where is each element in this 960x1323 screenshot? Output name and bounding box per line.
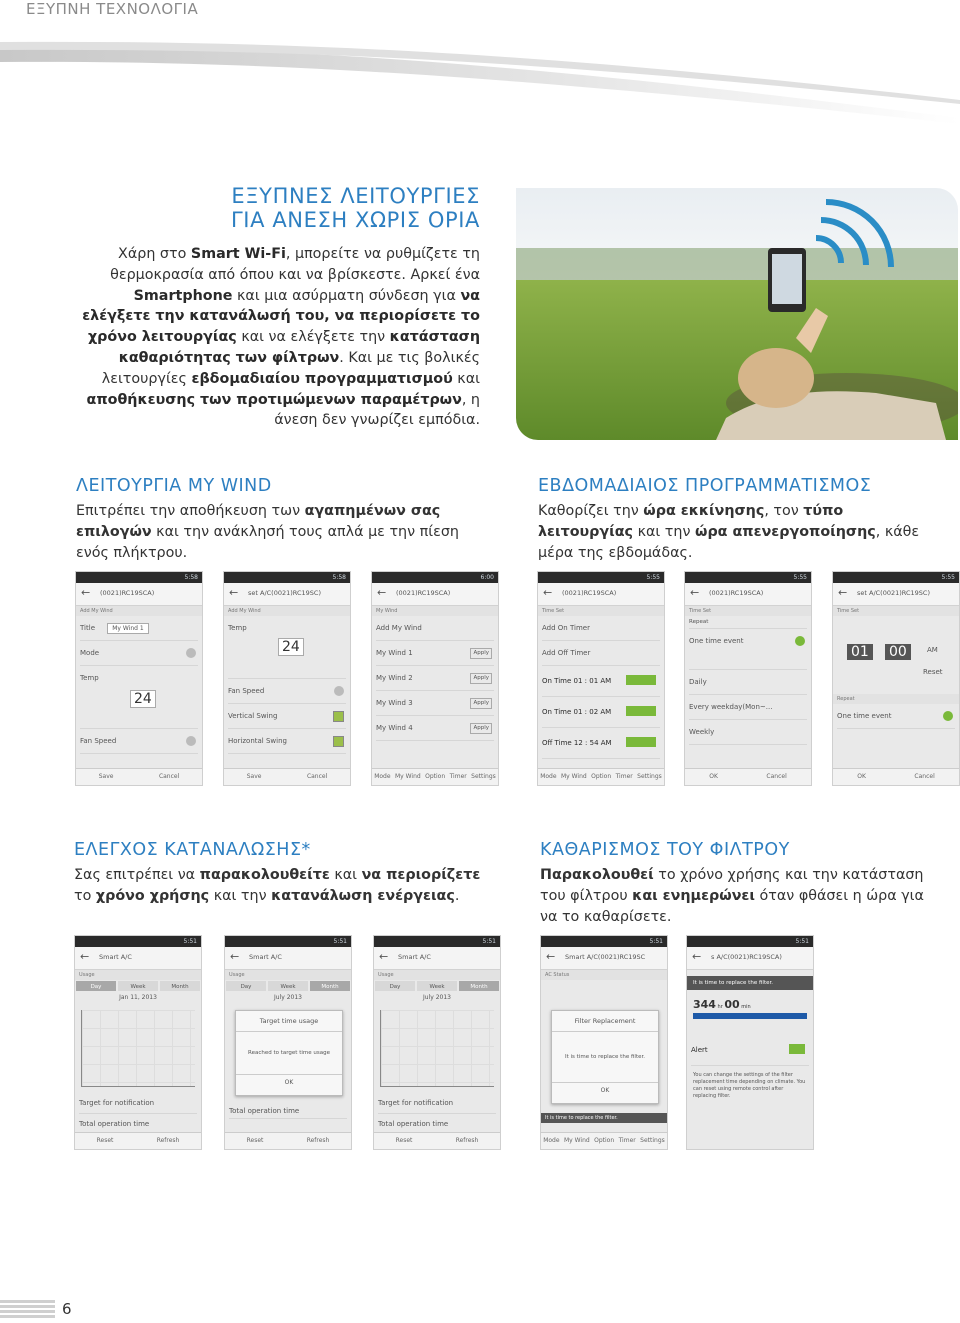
row-label: Vertical Swing <box>228 712 278 720</box>
weekly-text: Καθορίζει την <box>538 503 644 519</box>
status-bar: 6:00 <box>372 572 498 583</box>
screen-time-set <box>832 571 960 786</box>
screen-filter-dialog <box>540 935 668 1150</box>
apply-button[interactable]: Apply <box>470 673 492 684</box>
dialog-message: Reached to target time usage <box>248 1050 330 1056</box>
checkbox[interactable] <box>333 736 344 747</box>
app-header <box>687 947 813 970</box>
back-arrow-icon[interactable]: ← <box>230 950 240 963</box>
repeat-option[interactable] <box>837 704 955 729</box>
screen-mywind-add <box>75 571 203 786</box>
dialog-message: It is time to replace the filter. <box>565 1054 645 1060</box>
back-arrow-icon[interactable]: ← <box>379 950 389 963</box>
screen-subtitle: Usage <box>225 970 351 980</box>
intro-bold: αποθήκευσης των προτιμώμενων παραμέτρων <box>86 391 462 408</box>
list-item[interactable] <box>376 666 494 691</box>
setting-row[interactable] <box>228 704 346 729</box>
status-bar: 5:51 <box>75 936 201 947</box>
usage-row <box>229 1104 347 1119</box>
repeat-option[interactable] <box>689 695 807 720</box>
app-header <box>225 947 351 970</box>
filter-warning-banner: It is time to replace the filter. <box>687 976 813 990</box>
app-header <box>75 947 201 970</box>
filter-warning-banner: It is time to replace the filter. <box>541 1113 668 1123</box>
tab-my-wind[interactable]: My Wind <box>563 1137 590 1144</box>
hours-unit: hr <box>715 1004 725 1010</box>
mywind-text: Επιτρέπει την αποθήκευση των <box>76 503 305 519</box>
weekly-bold: ώρα εκκίνησης <box>643 503 765 519</box>
list-item[interactable] <box>376 641 494 666</box>
radio-selected[interactable] <box>943 711 953 721</box>
weekly-text: , τον <box>764 503 804 519</box>
status-bar: 5:55 <box>833 572 959 583</box>
weekly-section-body <box>538 501 938 564</box>
consumption-section-title: ΕΛΕΓΧΟΣ ΚΑΤΑΝΑΛΩΣΗΣ* <box>74 840 311 860</box>
row-label: Total operation time <box>79 1120 150 1128</box>
back-arrow-icon[interactable]: ← <box>692 950 702 963</box>
button-bar <box>224 768 350 785</box>
toggle-switch[interactable] <box>626 737 656 747</box>
status-bar: 5:51 <box>225 936 351 947</box>
screen-usage-target-dialog <box>224 935 352 1150</box>
intro-text: , μπορείτε να ρυθμίζετε τη θερμοκρασία από όπου και να βρίσκεστε. Αρκεί ένα <box>110 246 480 283</box>
setting-row[interactable] <box>80 729 198 754</box>
chevron-right-icon[interactable] <box>186 648 196 658</box>
radio-selected[interactable] <box>795 636 805 646</box>
tab-option[interactable]: Option <box>591 773 612 780</box>
list-item[interactable] <box>542 641 660 666</box>
screen-subtitle: Usage <box>374 970 500 980</box>
screen-title: set A/C(0021)RC19SC) <box>248 589 321 597</box>
tab-timer[interactable]: Timer <box>615 773 633 780</box>
tab-month[interactable]: Month <box>310 981 350 991</box>
repeat-option[interactable] <box>689 670 807 695</box>
screen-title: Smart A/C(0021)RC19SC <box>565 953 646 961</box>
mywind-section-title: ΛΕΙΤΟΥΡΓΙΑ MY WIND <box>76 476 272 496</box>
setting-row[interactable] <box>228 729 346 754</box>
intro-text: . Και με τις βολικές λειτουργίες <box>101 349 480 387</box>
consumption-text: Σας επιτρέπει να <box>74 867 200 883</box>
toggle-switch[interactable] <box>626 675 656 685</box>
setting-row[interactable] <box>80 616 198 641</box>
row-label: Mode <box>80 649 100 657</box>
dialog-title: Target time usage <box>236 1011 342 1032</box>
filter-text: όταν φθάσει η ώρα για να το καθαρίσετε. <box>540 888 924 925</box>
intro-text: Χάρη στο <box>118 246 191 262</box>
status-bar: 5:55 <box>685 572 811 583</box>
back-arrow-icon[interactable]: ← <box>229 586 239 599</box>
section-label: Repeat <box>689 616 807 629</box>
screen-subtitle: Add My Wind <box>76 606 202 616</box>
consumption-text: και την <box>209 888 272 904</box>
row-label: Weekly <box>689 728 715 736</box>
period-tabs <box>374 980 500 992</box>
section-label: Repeat <box>833 694 959 704</box>
toggle-switch[interactable] <box>789 1044 805 1054</box>
timer-entry[interactable] <box>542 728 660 759</box>
tab-mode[interactable]: Mode <box>374 773 391 780</box>
screen-title: Smart A/C <box>398 953 431 961</box>
period-tabs <box>75 980 201 992</box>
app-header <box>541 947 667 970</box>
row-label: My Wind 3 <box>376 699 413 707</box>
row-label: Total operation time <box>378 1120 449 1128</box>
tab-month[interactable]: Month <box>160 981 200 991</box>
screen-subtitle: Time Set <box>538 606 664 616</box>
tab-settings[interactable]: Settings <box>640 1137 665 1144</box>
filter-section-body <box>540 865 930 928</box>
tab-day[interactable]: Day <box>76 981 116 991</box>
consumption-bold: να περιορίζετε <box>361 867 481 883</box>
row-label: One time event <box>837 712 892 720</box>
intro-text: και μια ασύρματη σύνδεση για <box>232 287 461 304</box>
time-picker[interactable] <box>833 616 959 694</box>
save-button[interactable]: Save <box>246 773 262 780</box>
screen-repeat-options <box>684 571 812 786</box>
temperature-value: 24 <box>278 638 304 656</box>
consumption-text: το <box>74 888 96 904</box>
row-label: Add On Timer <box>542 624 590 632</box>
button-bar <box>374 1132 500 1149</box>
back-arrow-icon[interactable]: ← <box>543 586 553 599</box>
row-label: My Wind 4 <box>376 724 413 732</box>
filter-minutes: 00 <box>724 998 740 1011</box>
intro-bold: να ελέγξετε την κατανάλωσή του, να περιορίσετε το χρόνο λειτουργίας <box>82 287 480 346</box>
app-header <box>224 583 350 606</box>
row-label: Total operation time <box>229 1107 300 1115</box>
timer-label: On Time 01 : 02 AM <box>542 708 612 716</box>
row-label: Fan Speed <box>228 687 265 695</box>
status-bar: 5:51 <box>541 936 667 947</box>
tab-my-wind[interactable]: My Wind <box>560 773 587 780</box>
consumption-text: . <box>454 888 460 904</box>
alert-setting-row[interactable] <box>691 1035 809 1066</box>
tab-settings[interactable]: Settings <box>471 773 496 780</box>
tab-option[interactable]: Option <box>425 773 446 780</box>
screen-mywind-list <box>371 571 499 786</box>
back-arrow-icon[interactable]: ← <box>690 586 700 599</box>
status-bar: 5:58 <box>76 572 202 583</box>
tab-day[interactable]: Day <box>226 981 266 991</box>
row-label: Fan Speed <box>80 737 117 745</box>
intro-paragraph <box>70 244 480 431</box>
intro-text: και να ελέγξετε την <box>236 329 390 346</box>
app-header <box>374 947 500 970</box>
consumption-section-body <box>74 865 484 907</box>
list-item[interactable] <box>376 616 494 641</box>
filter-bold: Παρακολουθεί <box>540 867 654 883</box>
tab-day[interactable]: Day <box>375 981 415 991</box>
timer-label: Off Time 12 : 54 AM <box>542 739 612 747</box>
hero-photo <box>516 188 958 440</box>
screen-usage-day <box>74 935 202 1150</box>
usage-chart <box>380 1010 494 1087</box>
cancel-button[interactable]: Cancel <box>766 773 787 780</box>
tab-option[interactable]: Option <box>594 1137 615 1144</box>
dialog-ok-button[interactable]: OK <box>236 1074 342 1090</box>
tab-week[interactable]: Week <box>417 981 457 991</box>
chevron-right-icon[interactable] <box>186 736 196 746</box>
screen-subtitle: Time Set <box>685 606 811 616</box>
tab-week[interactable]: Week <box>268 981 308 991</box>
row-label: My Wind 1 <box>376 649 413 657</box>
back-arrow-icon[interactable]: ← <box>546 950 556 963</box>
row-label: Daily <box>689 678 707 686</box>
usage-row[interactable] <box>79 1093 197 1114</box>
row-label: Target for notification <box>378 1099 454 1107</box>
ok-button[interactable]: OK <box>857 773 866 780</box>
screen-usage-month <box>373 935 501 1150</box>
screen-title: (0021)RC19SCA) <box>709 589 764 597</box>
filter-progress-track <box>693 1013 807 1019</box>
intro-title-line2: ΓΙΑ ΑΝΕΣΗ ΧΩΡΙΣ ΟΡΙΑ <box>231 208 480 232</box>
list-item[interactable] <box>376 716 494 741</box>
row-label: My Wind 2 <box>376 674 413 682</box>
refresh-button[interactable]: Refresh <box>455 1137 479 1144</box>
status-bar: 5:51 <box>374 936 500 947</box>
row-label: Temp <box>80 674 99 682</box>
page-number: 6 <box>62 1300 72 1318</box>
intro-bold: Smartphone <box>133 287 233 304</box>
weekly-bold: ώρα απενεργοποίησης <box>695 524 876 540</box>
temperature-value: 24 <box>130 690 156 708</box>
ok-button[interactable]: OK <box>709 773 718 780</box>
intro-text: , η άνεση δεν γνωρίζει εμπόδια. <box>274 391 480 429</box>
app-header <box>76 583 202 606</box>
filter-usage-time <box>687 990 813 1013</box>
reset-button[interactable]: Reset <box>96 1137 114 1144</box>
am-pm-toggle[interactable]: AM <box>927 646 938 654</box>
status-bar: 5:51 <box>687 936 813 947</box>
minute-value[interactable]: 00 <box>885 644 911 660</box>
apply-button[interactable]: Apply <box>470 723 492 734</box>
setting-row[interactable] <box>228 679 346 704</box>
row-label: Target for notification <box>79 1099 155 1107</box>
app-header <box>372 583 498 606</box>
tab-week[interactable]: Week <box>118 981 158 991</box>
bottom-tab-bar <box>372 768 498 785</box>
dialog-ok-button[interactable]: OK <box>552 1082 658 1098</box>
setting-row[interactable] <box>80 641 198 666</box>
screen-subtitle: My Wind <box>372 606 498 616</box>
cancel-button[interactable]: Cancel <box>158 773 180 780</box>
weekly-bold: τύπο λειτουργίας <box>538 503 844 540</box>
screen-title: (0021)RC19SCA) <box>396 589 451 597</box>
cancel-button[interactable]: Cancel <box>914 773 935 780</box>
screen-subtitle: AC Status <box>541 970 667 980</box>
filter-progress-fill <box>693 1013 807 1019</box>
list-item[interactable] <box>542 616 660 641</box>
consumption-bold: παρακολουθείτε <box>199 867 330 883</box>
decorative-swoosh <box>0 40 960 130</box>
screen-filter-status <box>686 935 814 1150</box>
screen-timer-list <box>537 571 665 786</box>
footer-stripes <box>0 1298 55 1320</box>
screen-title: (0021)RC19SCA) <box>100 589 155 597</box>
setting-row[interactable] <box>228 616 346 679</box>
date-selector[interactable]: July 2013 <box>423 994 451 1001</box>
row-label: Temp <box>228 624 247 632</box>
title-field[interactable]: My Wind 1 <box>107 623 148 634</box>
status-bar: 5:58 <box>224 572 350 583</box>
row-label: Title <box>80 624 96 632</box>
refresh-button[interactable]: Refresh <box>156 1137 180 1144</box>
dialog-title: Filter Replacement <box>552 1011 658 1032</box>
reset-button[interactable]: Reset <box>246 1137 264 1144</box>
mywind-text: και την ανάκλησή τους απλά με την πίεση ενός πλήκτρου. <box>76 524 459 561</box>
screen-title: Smart A/C <box>99 953 132 961</box>
tab-month[interactable]: Month <box>459 981 499 991</box>
target-usage-dialog <box>235 1010 343 1096</box>
tab-mode[interactable]: Mode <box>540 773 557 780</box>
row-label: Alert <box>691 1046 708 1054</box>
timer-entry[interactable] <box>542 697 660 728</box>
intro-title <box>120 184 480 232</box>
apply-button[interactable]: Apply <box>470 648 492 659</box>
app-header <box>833 583 959 606</box>
app-header <box>538 583 664 606</box>
back-arrow-icon[interactable]: ← <box>81 586 91 599</box>
minutes-unit: min <box>739 1004 751 1010</box>
screen-subtitle: Add My Wind <box>224 606 350 616</box>
tab-timer[interactable]: Timer <box>449 773 467 780</box>
weekly-section-title: ΕΒΔΟΜΑΔΙΑΙΟΣ ΠΡΟΓΡΑΜΜΑΤΙΣΜΟΣ <box>538 476 872 496</box>
bottom-tab-bar <box>541 1132 667 1149</box>
row-label: One time event <box>689 637 744 645</box>
setting-row[interactable] <box>80 666 198 729</box>
weekly-text: και την <box>633 524 696 540</box>
toggle-switch[interactable] <box>626 706 656 716</box>
screen-title: (0021)RC19SCA) <box>562 589 617 597</box>
apply-button[interactable]: Apply <box>470 698 492 709</box>
button-bar <box>75 1132 201 1149</box>
tab-my-wind[interactable]: My Wind <box>394 773 421 780</box>
park-scene-illustration <box>516 188 958 440</box>
button-bar <box>225 1132 351 1149</box>
list-item[interactable] <box>376 691 494 716</box>
row-label: Every weekday(Mon~... <box>689 703 773 711</box>
intro-bold: κατάσταση καθαριότητας των φίλτρων <box>118 329 480 366</box>
filter-text: το χρόνο χρήσης και την κατάσταση του φίλτρου <box>540 867 924 904</box>
intro-title-line1: ΕΞΥΠΝΕΣ ΛΕΙΤΟΥΡΓΙΕΣ <box>231 184 480 208</box>
reset-button[interactable]: Reset <box>923 668 943 676</box>
intro-bold: εβδομαδιαίου προγραμματισμού <box>191 370 453 387</box>
back-arrow-icon[interactable]: ← <box>80 950 90 963</box>
repeat-option[interactable] <box>689 629 807 670</box>
filter-settings-note: You can change the settings of the filter replacement time depending on climate. You can reset using remote control after replacing filter. <box>693 1072 806 1099</box>
checkbox[interactable] <box>333 711 344 722</box>
row-label: Add Off Timer <box>542 649 591 657</box>
hour-value[interactable]: 01 <box>847 644 873 660</box>
intro-bold: Smart Wi-Fi <box>190 246 286 262</box>
period-tabs <box>225 980 351 992</box>
mywind-bold: αγαπημένων σας επιλογών <box>76 503 441 540</box>
cancel-button[interactable]: Cancel <box>306 773 328 780</box>
tab-settings[interactable]: Settings <box>637 773 662 780</box>
usage-row[interactable] <box>378 1093 496 1114</box>
date-selector[interactable]: July 2013 <box>274 994 302 1001</box>
screen-subtitle: Usage <box>75 970 201 980</box>
tab-mode[interactable]: Mode <box>543 1137 560 1144</box>
button-bar <box>685 768 811 785</box>
refresh-button[interactable]: Refresh <box>306 1137 330 1144</box>
screen-subtitle: Time Set <box>833 606 959 616</box>
chevron-right-icon[interactable] <box>334 686 344 696</box>
back-arrow-icon[interactable]: ← <box>838 586 848 599</box>
button-bar <box>833 768 959 785</box>
mywind-section-body <box>76 501 476 564</box>
screen-mywind-settings <box>223 571 351 786</box>
timer-label: On Time 01 : 01 AM <box>542 677 612 685</box>
button-bar <box>76 768 202 785</box>
weekly-text: , κάθε μέρα της εβδομάδας. <box>538 524 920 561</box>
status-bar: 5:55 <box>538 572 664 583</box>
filter-replacement-dialog <box>551 1010 659 1104</box>
consumption-text: και <box>329 867 362 883</box>
screen-title: Smart A/C <box>249 953 282 961</box>
bottom-tab-bar <box>538 768 664 785</box>
row-label: Add My Wind <box>376 624 422 632</box>
consumption-bold: κατανάλωση ενέργειας <box>271 888 455 904</box>
screen-title: set A/C(0021)RC19SC) <box>857 589 930 597</box>
filter-hours: 344 <box>693 998 716 1011</box>
reset-button[interactable]: Reset <box>395 1137 413 1144</box>
filter-section-title: ΚΑΘΑΡΙΣΜΟΣ ΤΟΥ ΦΙΛΤΡΟΥ <box>540 840 790 860</box>
back-arrow-icon[interactable]: ← <box>377 586 387 599</box>
intro-text: και <box>452 370 480 387</box>
consumption-bold: χρόνο χρήσης <box>95 888 210 904</box>
app-header <box>685 583 811 606</box>
page-header-label: ΕΞΥΠΝΗ ΤΕΧΝΟΛΟΓΙΑ <box>26 0 199 18</box>
date-selector[interactable]: Jan 11, 2013 <box>119 994 157 1001</box>
row-label: Horizontal Swing <box>228 737 287 745</box>
usage-chart <box>81 1010 195 1087</box>
save-button[interactable]: Save <box>98 773 114 780</box>
screen-title: s A/C(0021)RC19SCA) <box>711 953 782 961</box>
repeat-option[interactable] <box>689 720 807 745</box>
timer-entry[interactable] <box>542 666 660 697</box>
tab-timer[interactable]: Timer <box>618 1137 636 1144</box>
filter-bold: και ενημερώνει <box>632 888 755 904</box>
